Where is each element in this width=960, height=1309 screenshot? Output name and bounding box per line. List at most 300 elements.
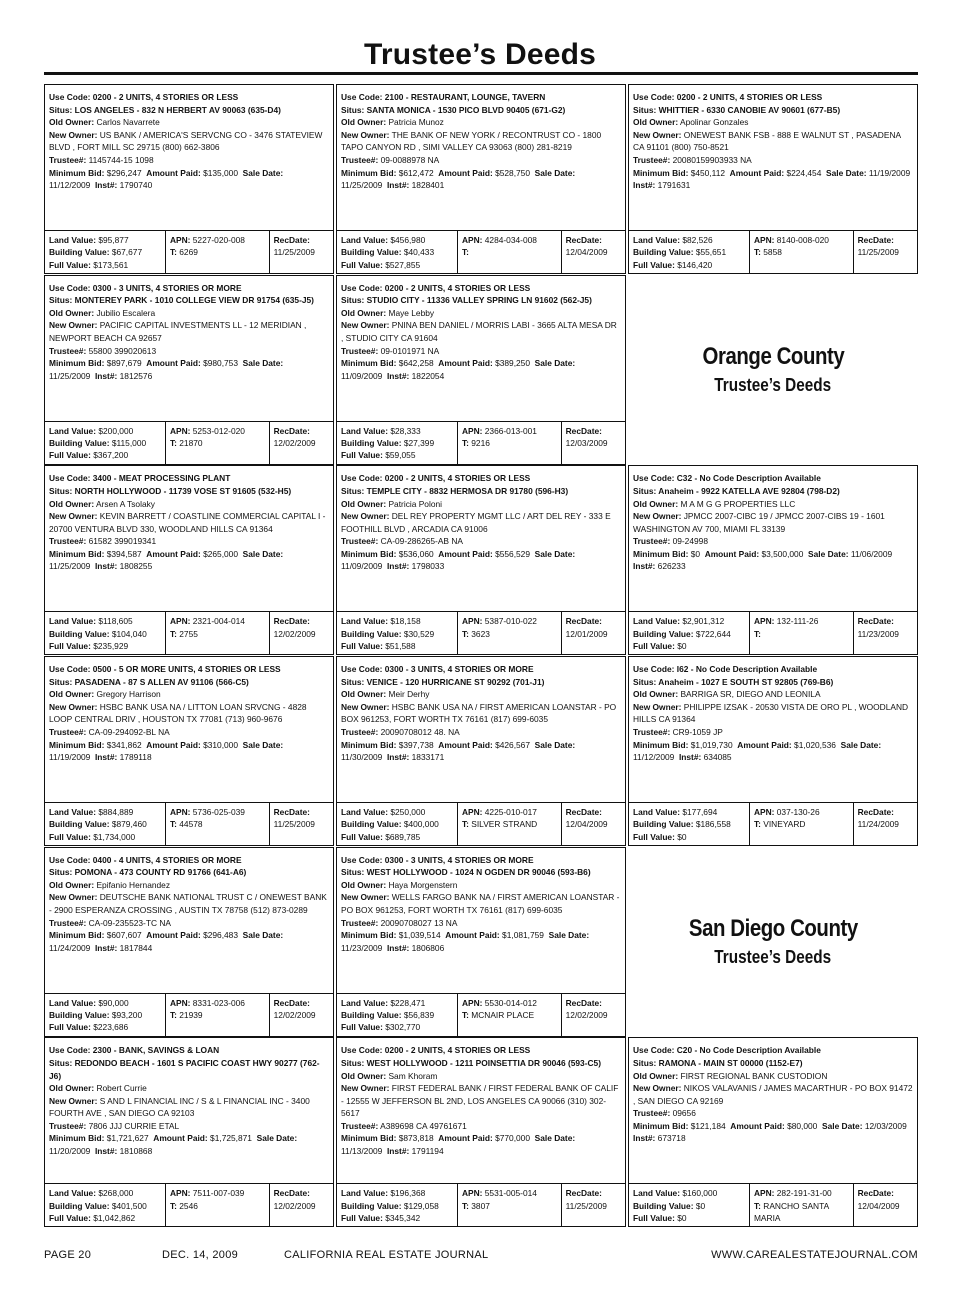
amount-paid: $389,250 <box>495 358 530 369</box>
inst-number-label: Inst#: <box>94 370 118 381</box>
apn-column <box>458 231 562 273</box>
deed-record <box>44 465 334 655</box>
situs-label: Situs: <box>49 1057 73 1068</box>
valuation-row <box>337 230 625 273</box>
sale-date-label: Sale Date: <box>242 167 284 178</box>
old-owner-line <box>49 1082 329 1095</box>
inst-number: 626233 <box>657 561 686 572</box>
building-value-label: Building Value: <box>341 1010 402 1021</box>
trustee-number: 09-0101971 NA <box>380 345 440 356</box>
old-owner-label: Old Owner: <box>341 498 387 509</box>
apn-column <box>458 803 562 845</box>
record-cell <box>628 847 918 1037</box>
values-column <box>629 803 750 845</box>
recdate-label: RecDate: <box>273 616 310 627</box>
sale-date: 12/03/2009 <box>864 1120 907 1131</box>
sale-date: 11/23/2009 <box>341 942 383 953</box>
old-owner-label: Old Owner: <box>49 879 95 890</box>
old-owner-line <box>49 307 329 320</box>
building-value: $56,839 <box>403 1010 435 1021</box>
recdate-column <box>270 803 333 845</box>
use-code-line <box>341 282 621 295</box>
sale-date: 11/09/2009 <box>341 370 383 381</box>
recdate: 12/04/2009 <box>565 819 608 830</box>
valuation-row <box>337 993 625 1036</box>
old-owner-line <box>633 1070 913 1083</box>
recdate-label: RecDate: <box>565 616 602 627</box>
building-value: $115,000 <box>111 438 147 449</box>
building-value-label: Building Value: <box>49 819 110 830</box>
recdate-label: RecDate: <box>273 1188 310 1199</box>
land-value: $177,694 <box>682 806 718 817</box>
apn: 037-130-26 <box>776 806 820 817</box>
minimum-bid-label: Minimum Bid: <box>49 548 105 559</box>
deed-info <box>337 1038 625 1183</box>
trustee-number-line <box>341 917 621 930</box>
situs: Anaheim - 1027 E SOUTH ST 92805 (769-B6) <box>658 676 834 687</box>
use-code-label: Use Code: <box>633 92 675 102</box>
old-owner-label: Old Owner: <box>633 1070 679 1081</box>
trustee-number: 20080159903933 NA <box>672 154 752 165</box>
use-code-label: Use Code: <box>633 1045 675 1056</box>
situs-label: Situs: <box>341 676 365 687</box>
use-code-label: Use Code: <box>49 92 91 102</box>
tract: 2546 <box>179 1200 198 1211</box>
county-heading <box>628 847 918 1037</box>
recdate: 11/23/2009 <box>857 628 899 639</box>
sale-date-label: Sale Date: <box>242 358 284 369</box>
use-code: 0200 - 2 UNITS, 4 STORIES OR LESS <box>384 1045 531 1056</box>
recdate: 11/24/2009 <box>857 819 899 830</box>
deed-record <box>336 275 626 465</box>
situs-label: Situs: <box>49 295 73 306</box>
sale-date-label: Sale Date: <box>256 1133 298 1144</box>
amount-paid: $1,081,759 <box>502 930 544 941</box>
new-owner: PHILIPPE IZSAK - 20530 VISTA DE ORO PL , WOODLAND HILLS CA 91364 <box>633 701 909 725</box>
minimum-bid-label: Minimum Bid: <box>49 739 105 750</box>
full-value-label: Full Value: <box>341 1022 383 1033</box>
full-value: $689,785 <box>385 831 421 842</box>
new-owner: PACIFIC CAPITAL INVESTMENTS LL - 12 MERIDIAN , NEWPORT BEACH CA 92657 <box>49 320 307 344</box>
minimum-bid-label: Minimum Bid: <box>341 930 397 941</box>
new-owner-label: New Owner: <box>633 129 682 140</box>
trustee-number-line <box>341 345 621 358</box>
sale-line <box>341 357 621 382</box>
new-owner-line <box>49 319 329 344</box>
recdate: 12/04/2009 <box>857 1200 900 1211</box>
use-code-line <box>633 91 913 104</box>
amount-paid-label: Amount Paid: <box>146 739 201 750</box>
use-code-line <box>633 1044 913 1057</box>
trustee-number-label: Trustee#: <box>341 726 379 737</box>
situs-label: Situs: <box>341 485 365 496</box>
valuation-row <box>629 1183 917 1226</box>
full-value-label: Full Value: <box>633 641 675 652</box>
old-owner-label: Old Owner: <box>341 689 387 700</box>
situs-label: Situs: <box>633 676 657 687</box>
trustee-number-label: Trustee#: <box>633 536 671 547</box>
values-column <box>45 422 166 464</box>
tract-label: T: <box>169 1010 177 1021</box>
deed-record <box>44 847 334 1037</box>
amount-paid-label: Amount Paid: <box>438 167 493 178</box>
amount-paid-label: Amount Paid: <box>146 548 201 559</box>
sale-date-label: Sale Date: <box>534 167 576 178</box>
amount-paid-label: Amount Paid: <box>146 358 201 369</box>
page-title: Trustee’s Deeds <box>364 38 596 71</box>
recdate-column <box>562 994 625 1036</box>
full-value-label: Full Value: <box>49 1022 91 1033</box>
use-code-line <box>341 663 621 676</box>
old-owner: Jubilio Escalera <box>96 307 156 318</box>
building-value: $40,433 <box>403 247 435 258</box>
new-owner-line <box>49 701 329 726</box>
building-value: $401,500 <box>111 1200 147 1211</box>
apn-column <box>458 612 562 654</box>
apn: 5253-012-020 <box>192 425 245 436</box>
land-value: $268,000 <box>98 1188 134 1199</box>
apn-column <box>458 422 562 464</box>
use-code: 0300 - 3 UNITS, 4 STORIES OR MORE <box>384 854 534 865</box>
building-value: $55,651 <box>695 247 727 258</box>
apn: 4284-034-008 <box>484 235 537 245</box>
use-code-label: Use Code: <box>633 663 675 674</box>
record-cell <box>44 1037 334 1227</box>
recdate: 12/04/2009 <box>565 247 608 258</box>
apn: 2321-004-014 <box>192 616 245 627</box>
land-value-label: Land Value: <box>49 1188 97 1199</box>
use-code-label: Use Code: <box>49 282 91 293</box>
trustee-number-line <box>633 726 913 739</box>
full-value-label: Full Value: <box>341 450 383 461</box>
situs: RAMONA - MAIN ST 00000 (1152-E7) <box>658 1057 803 1068</box>
minimum-bid: $607,607 <box>106 930 142 941</box>
values-column <box>629 1184 750 1226</box>
old-owner-label: Old Owner: <box>49 117 95 128</box>
minimum-bid: $341,862 <box>106 739 142 750</box>
apn: 4225-010-017 <box>484 806 537 817</box>
minimum-bid: $536,060 <box>398 548 434 559</box>
tract-label: T: <box>753 628 761 639</box>
new-owner-label: New Owner: <box>341 511 390 522</box>
new-owner: S AND L FINANCIAL INC / S & L FINANCIAL INC - 3400 FOURTH AVE , SAN DIEGO CA 92103 <box>49 1095 310 1119</box>
land-value-label: Land Value: <box>49 997 97 1008</box>
apn-label: APN: <box>461 425 483 436</box>
valuation-row <box>337 421 625 464</box>
inst-number-label: Inst#: <box>386 752 410 763</box>
full-value-label: Full Value: <box>49 831 91 842</box>
building-value-label: Building Value: <box>633 628 694 639</box>
recdate-column <box>270 612 333 654</box>
amount-paid-label: Amount Paid: <box>146 167 201 178</box>
building-value-label: Building Value: <box>633 247 694 258</box>
minimum-bid: $121,184 <box>690 1120 726 1131</box>
inst-number-label: Inst#: <box>386 370 410 381</box>
deed-info <box>45 466 333 611</box>
tract-label: T: <box>169 438 177 449</box>
deed-info <box>45 848 333 993</box>
recdate-column <box>854 1184 917 1226</box>
building-value-label: Building Value: <box>49 1200 110 1211</box>
situs-line <box>341 866 621 879</box>
situs-line <box>49 1057 329 1082</box>
sale-date-label: Sale Date: <box>826 167 867 178</box>
amount-paid-label: Amount Paid: <box>737 739 792 750</box>
apn-label: APN: <box>169 425 191 436</box>
apn-column <box>458 994 562 1036</box>
values-column <box>337 612 458 654</box>
trustee-number-label: Trustee#: <box>341 917 379 928</box>
record-cell <box>44 275 334 465</box>
situs: WEST HOLLYWOOD - 1024 N OGDEN DR 90046 (593-B6) <box>366 867 591 878</box>
tract: 9216 <box>471 438 490 449</box>
building-value-label: Building Value: <box>341 438 402 449</box>
new-owner: WELLS FARGO BANK NA / FIRST AMERICAN LOANSTAR - PO BOX 961253, FORT WORTH TX 76161 (817) 699-6035 <box>341 892 620 916</box>
use-code: C20 - No Code Description Available <box>676 1045 821 1056</box>
trustee-number: 61582 399019341 <box>88 536 157 547</box>
deed-record <box>336 465 626 655</box>
sale-date: 11/25/2009 <box>49 561 91 572</box>
apn-label: APN: <box>461 997 483 1008</box>
trustee-number-line <box>49 345 329 358</box>
new-owner-line <box>633 701 913 726</box>
sale-date: 11/25/2009 <box>341 180 383 191</box>
situs-label: Situs: <box>633 1057 657 1068</box>
record-cell <box>336 1037 626 1227</box>
minimum-bid-label: Minimum Bid: <box>49 930 105 941</box>
trustee-number-label: Trustee#: <box>341 536 379 547</box>
apn-column <box>166 231 270 273</box>
new-owner-label: New Owner: <box>49 701 98 712</box>
sale-line <box>633 739 913 764</box>
apn: 5227-020-008 <box>192 235 245 245</box>
trustee-number-line <box>341 1120 621 1133</box>
old-owner-label: Old Owner: <box>341 879 387 890</box>
inst-number: 673718 <box>657 1133 686 1144</box>
situs: MONTEREY PARK - 1010 COLLEGE VIEW DR 91754 (635-J5) <box>74 295 314 306</box>
situs-label: Situs: <box>341 104 365 115</box>
land-value: $2,901,312 <box>682 616 725 627</box>
situs: SANTA MONICA - 1530 PICO BLVD 90405 (671-G2) <box>366 104 566 115</box>
recdate-column <box>562 803 625 845</box>
recdate: 12/02/2009 <box>273 438 316 449</box>
full-value: $146,420 <box>677 259 713 270</box>
situs: TEMPLE CITY - 8832 HERMOSA DR 91780 (596-H3) <box>366 485 569 496</box>
sale-date-label: Sale Date: <box>534 548 576 559</box>
old-owner: Gregory Harrison <box>96 689 161 700</box>
valuation-row <box>45 802 333 845</box>
minimum-bid-label: Minimum Bid: <box>341 1133 397 1144</box>
deed-record <box>628 1037 918 1227</box>
apn: 132-111-26 <box>776 616 819 627</box>
minimum-bid-label: Minimum Bid: <box>633 739 689 750</box>
full-value-label: Full Value: <box>49 1213 91 1224</box>
apn: 5531-005-014 <box>484 1188 537 1199</box>
amount-paid: $1,725,871 <box>210 1133 252 1144</box>
land-value-label: Land Value: <box>633 235 681 245</box>
sale-date-label: Sale Date: <box>548 930 590 941</box>
recdate-column <box>562 422 625 464</box>
old-owner: M A M G G PROPERTIES LLC <box>680 498 796 509</box>
values-column <box>45 231 166 273</box>
old-owner: Sam Khoram <box>388 1070 438 1081</box>
use-code-label: Use Code: <box>341 92 383 102</box>
land-value: $200,000 <box>98 425 134 436</box>
full-value: $1,734,000 <box>93 831 136 842</box>
values-column <box>629 231 750 273</box>
land-value: $18,158 <box>390 616 421 627</box>
situs-label: Situs: <box>49 485 73 496</box>
new-owner-label: New Owner: <box>49 320 98 331</box>
situs: POMONA - 473 COUNTY RD 91766 (641-A6) <box>74 867 247 878</box>
new-owner: NIKOS VALAVANIS / JAMES MACARTHUR - PO BOX 91472 , SAN DIEGO CA 92169 <box>633 1083 913 1106</box>
deed-record <box>628 84 918 274</box>
sale-line <box>633 548 913 573</box>
situs-label: Situs: <box>341 1057 365 1068</box>
deed-record <box>44 275 334 465</box>
apn: 5736-025-039 <box>192 806 245 817</box>
trustee-number-label: Trustee#: <box>341 1120 379 1131</box>
old-owner-line <box>341 879 621 892</box>
building-value: $27,399 <box>403 438 435 449</box>
use-code: 0500 - 5 OR MORE UNITS, 4 STORIES OR LESS <box>92 663 281 674</box>
apn-column <box>166 1184 270 1226</box>
valuation-row <box>45 993 333 1036</box>
tract-label: T: <box>753 247 761 258</box>
land-value-label: Land Value: <box>341 806 389 817</box>
old-owner: Arsen A Tsolaky <box>96 498 155 509</box>
trustee-number: 09-24998 <box>672 536 708 547</box>
minimum-bid-label: Minimum Bid: <box>633 1120 689 1131</box>
old-owner-label: Old Owner: <box>341 307 387 318</box>
old-owner-line <box>49 116 329 129</box>
full-value-label: Full Value: <box>633 1213 675 1224</box>
new-owner: US BANK / AMERICA'S SERVCNG CO - 3476 STATEVIEW BLVD , FORT MILL SC 29715 (800) 662-3806 <box>49 129 323 153</box>
trustee-number: CR9-1059 JP <box>672 726 723 737</box>
building-value: $67,677 <box>111 247 143 258</box>
inst-number-label: Inst#: <box>386 942 410 953</box>
use-code-label: Use Code: <box>341 282 383 293</box>
sale-date: 11/13/2009 <box>341 1146 383 1157</box>
trustee-number-label: Trustee#: <box>49 1120 87 1131</box>
old-owner: Maye Lebby <box>388 307 435 318</box>
sale-date-label: Sale Date: <box>534 1133 576 1144</box>
situs-line <box>633 485 913 498</box>
sale-line <box>49 739 329 764</box>
use-code: 2100 - RESTAURANT, LOUNGE, TAVERN <box>384 92 546 102</box>
use-code-line <box>49 282 329 295</box>
apn-label: APN: <box>753 1188 775 1199</box>
situs: STUDIO CITY - 11336 VALLEY SPRING LN 91602 (562-J5) <box>366 295 592 306</box>
record-cell <box>628 84 918 274</box>
situs-line <box>341 485 621 498</box>
amount-paid-label: Amount Paid: <box>729 167 785 178</box>
new-owner: KEVIN BARRETT / COASTLINE COMMERCIAL CAPITAL I - 20700 VENTURA BLVD 330, WOODLAND HILLS CA 91364 <box>49 511 326 534</box>
apn-label: APN: <box>169 235 191 245</box>
full-value: $1,042,862 <box>93 1213 136 1224</box>
full-value: $302,770 <box>385 1022 421 1033</box>
land-value: $95,877 <box>98 235 129 245</box>
situs: REDONDO BEACH - 1601 S PACIFIC COAST HWY 90277 (762-J6) <box>49 1057 320 1081</box>
use-code-line <box>633 663 913 676</box>
values-column <box>629 612 750 654</box>
building-value: $30,529 <box>403 628 435 639</box>
new-owner-label: New Owner: <box>341 701 390 712</box>
sale-line <box>633 1120 913 1145</box>
deed-info <box>337 657 625 802</box>
record-cell <box>628 275 918 465</box>
recdate: 12/02/2009 <box>273 1010 316 1021</box>
recdate-label: RecDate: <box>565 997 602 1008</box>
footer-website[interactable]: WWW.CAREALESTATEJOURNAL.COM <box>711 1249 918 1261</box>
new-owner-label: New Owner: <box>633 511 682 522</box>
recdate: 11/25/2009 <box>273 819 315 830</box>
sale-date-label: Sale Date: <box>808 548 849 559</box>
record-cell <box>44 465 334 655</box>
tract: 5858 <box>763 247 782 258</box>
building-value-label: Building Value: <box>49 1010 110 1021</box>
record-cell <box>44 656 334 846</box>
situs: LOS ANGELES - 832 N HERBERT AV 90063 (635-D4) <box>74 104 281 115</box>
recdate-label: RecDate: <box>565 425 602 436</box>
sale-line <box>341 167 621 192</box>
tract-label: T: <box>461 247 469 258</box>
use-code-label: Use Code: <box>341 663 383 674</box>
footer-publication: CALIFORNIA REAL ESTATE JOURNAL <box>284 1249 489 1261</box>
inst-number: 1790740 <box>119 180 153 191</box>
record-cell <box>44 847 334 1037</box>
amount-paid-label: Amount Paid: <box>438 548 493 559</box>
situs: Anaheim - 9922 KATELLA AVE 92804 (798-D2) <box>658 485 840 496</box>
amount-paid-label: Amount Paid: <box>438 739 493 750</box>
amount-paid: $135,000 <box>203 167 238 178</box>
inst-number-label: Inst#: <box>386 180 410 191</box>
trustee-number-line <box>341 154 621 167</box>
trustee-number-line <box>341 726 621 739</box>
sale-line <box>341 1132 621 1157</box>
recdate-column <box>854 612 917 654</box>
situs: PASADENA - 87 S ALLEN AV 91106 (566-C5) <box>74 676 249 687</box>
minimum-bid-label: Minimum Bid: <box>341 358 397 369</box>
new-owner-label: New Owner: <box>49 511 98 522</box>
record-cell <box>628 1037 918 1227</box>
land-value: $456,980 <box>390 235 426 245</box>
sale-date: 11/19/2009 <box>868 167 911 178</box>
old-owner-label: Old Owner: <box>633 689 679 700</box>
amount-paid-label: Amount Paid: <box>146 930 201 941</box>
land-value: $250,000 <box>390 806 426 817</box>
deed-record <box>336 656 626 846</box>
trustee-number: CA-09-294092-BL NA <box>88 726 170 737</box>
new-owner-line <box>341 510 621 535</box>
recdate-label: RecDate: <box>273 425 310 436</box>
situs-line <box>49 485 329 498</box>
building-value: $93,200 <box>111 1010 143 1021</box>
trustee-number-label: Trustee#: <box>633 1108 671 1119</box>
tract-label: T: <box>461 1010 469 1021</box>
situs: WHITTIER - 6330 CANOBIE AV 90601 (677-B5) <box>658 104 841 115</box>
record-cell <box>336 656 626 846</box>
building-value: $879,460 <box>111 819 147 830</box>
building-value-label: Building Value: <box>341 247 402 258</box>
recdate-label: RecDate: <box>857 806 894 817</box>
tract: 21939 <box>179 1010 203 1021</box>
new-owner-line <box>341 1082 621 1120</box>
tract: 3807 <box>471 1200 490 1211</box>
sale-date-label: Sale Date: <box>822 1120 863 1131</box>
amount-paid-label: Amount Paid: <box>153 1133 208 1144</box>
full-value: $59,055 <box>385 450 416 461</box>
